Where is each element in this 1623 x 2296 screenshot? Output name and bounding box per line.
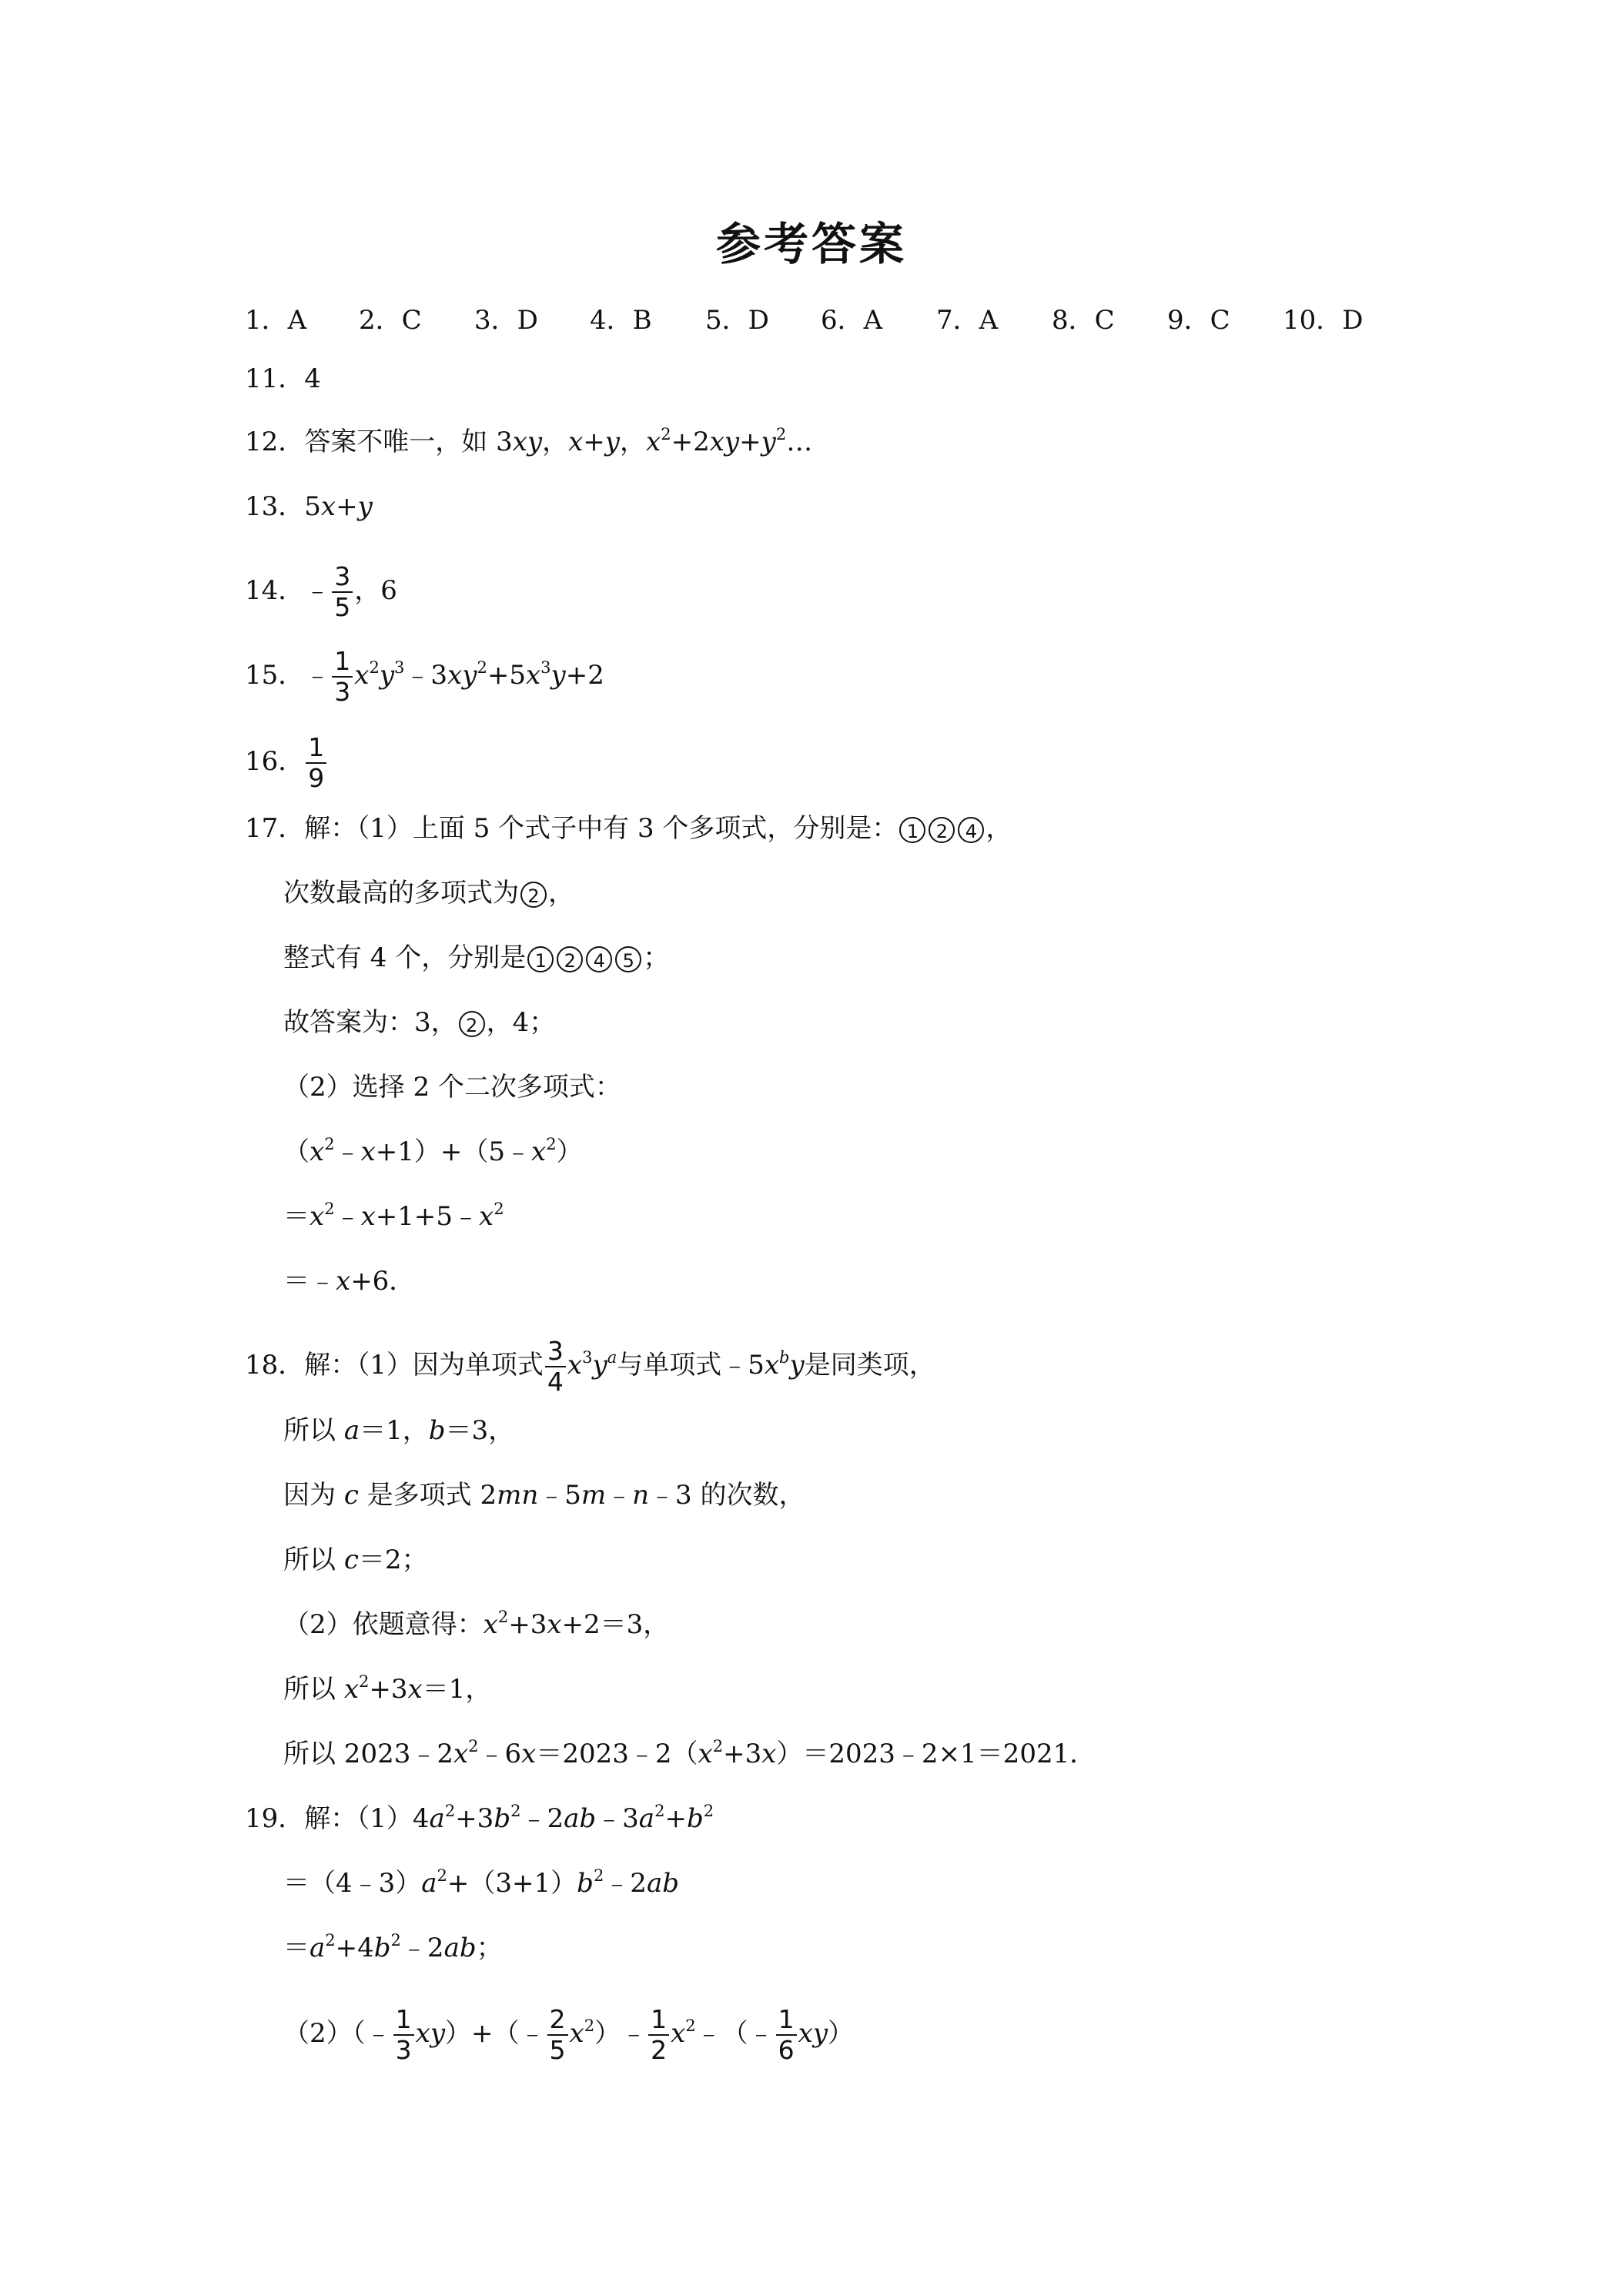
answer-18-line-4: 所以 c＝2； bbox=[283, 1545, 428, 1575]
answer-17-line-8: ＝﹣x+6． bbox=[283, 1266, 416, 1297]
answer-19-line-1: 19．解：$(1)4a^2+3b^2﹣2ab﹣3a^2+b^2$ bbox=[245, 1802, 714, 1834]
circled-number: 4 bbox=[958, 817, 984, 843]
mc-answer-7: 7．A bbox=[936, 305, 999, 336]
mc-answer-2: 2．C bbox=[359, 305, 422, 336]
answer-17-line-3: 整式有 4 个，分别是 1 2 4 5 ； bbox=[283, 942, 670, 973]
circled-number: 2 bbox=[520, 882, 547, 908]
answer-19-line-4: （2）（﹣ $\frac{1}{3}$ xy）+（﹣ $\frac{2}{5}$ $x^2)﹣$ $\frac{1}{2}$ $x^2﹣(﹣$ $\frac{1}{6}$ xy） bbox=[283, 2004, 855, 2065]
answer-18-line-2: 所以 a＝1，b＝3， bbox=[283, 1415, 515, 1446]
answer-13: 13．5x+y bbox=[245, 491, 373, 522]
fraction: $\frac{1}{3}$ bbox=[393, 2005, 414, 2065]
circled-number: 5 bbox=[615, 946, 641, 972]
answer-17-line-1: 17．解：（1）上面 5 个式子中有 3 个多项式，分别是： 1 2 4 ， bbox=[245, 813, 1012, 844]
circled-number: 2 bbox=[929, 817, 955, 843]
mc-answer-4: 4．B bbox=[590, 305, 652, 336]
mc-answer-8: 8．C bbox=[1052, 305, 1115, 336]
answer-19-line-3: $=a^2+4b^2﹣2ab$； bbox=[283, 1931, 503, 1963]
answer-17-line-2: 次数最高的多项式为 2 ， bbox=[283, 878, 574, 909]
answer-11: 11．4 bbox=[245, 363, 321, 394]
answer-18-line-1: 18．解：（1）因为单项式 $\frac{3}{4}$ $x^3y^a$与单项式$﹣5x^by$是同类项， bbox=[245, 1336, 935, 1397]
fraction: $\frac{1}{9}$ bbox=[306, 733, 326, 793]
fraction: $\frac{3}{5}$ bbox=[332, 562, 353, 622]
mc-answer-3: 3．D bbox=[474, 305, 538, 336]
answer-16: 16． $\frac{1}{9}$ bbox=[245, 733, 328, 793]
page-title: 参考答案 bbox=[715, 218, 907, 270]
mc-answer-10: 10．D bbox=[1283, 305, 1364, 336]
fraction: $\frac{2}{5}$ bbox=[547, 2005, 568, 2065]
answer-18-line-3: 因为 c 是多项式 2mn﹣5m﹣n﹣3 的次数， bbox=[283, 1480, 805, 1511]
answer-15: 15．﹣ $\frac{1}{3}$ $x^2y^3﹣3xy^2+5x^3y+2$ bbox=[245, 646, 604, 707]
answer-14: 14．﹣ $\frac{3}{5}$ ，6 bbox=[245, 561, 397, 622]
circled-number: 2 bbox=[557, 946, 583, 972]
circled-number: 1 bbox=[527, 946, 554, 972]
answer-17-line-7: $=x^2﹣x+1+5﹣x^2$ bbox=[283, 1200, 504, 1232]
answer-19-line-2: $=(4﹣3)a^2+(3+1)b^2﹣2ab$ bbox=[283, 1866, 679, 1899]
answer-18-line-5: （2）依题意得：$x^2+3x+2=3$， bbox=[283, 1608, 670, 1640]
answer-18-line-7: 所以 $2023﹣2x^2﹣6x=2023﹣2(x^2+3x)=2023﹣2\times 1=2021$． bbox=[283, 1737, 1096, 1769]
answer-17-line-6: $(x^2﹣x+1)+(5﹣x^2)$ bbox=[283, 1135, 583, 1167]
circled-number: 1 bbox=[899, 817, 925, 843]
fraction: $\frac{1}{6}$ bbox=[776, 2005, 797, 2065]
circled-number: 2 bbox=[459, 1011, 485, 1037]
mc-answer-9: 9．C bbox=[1167, 305, 1230, 336]
fraction: $\frac{1}{2}$ bbox=[648, 2005, 669, 2065]
circled-number: 4 bbox=[586, 946, 612, 972]
fraction: $\frac{1}{3}$ bbox=[332, 647, 353, 707]
answer-18-line-6: 所以 $x^2+3x=1$， bbox=[283, 1672, 492, 1705]
answer-17-line-5: （2）选择 2 个二次多项式： bbox=[283, 1072, 621, 1103]
mc-answer-6: 6．A bbox=[821, 305, 883, 336]
answer-17-line-4: 故答案为：3， 2 ，4； bbox=[283, 1007, 556, 1038]
mc-answer-1: 1．A bbox=[245, 305, 307, 336]
answer-12: 12．答案不唯一，如 3xy，x+y，$x^2+2xy+y^2\dots$ bbox=[245, 425, 813, 457]
mc-answer-5: 5．D bbox=[705, 305, 769, 336]
fraction: $\frac{3}{4}$ bbox=[545, 1337, 566, 1397]
